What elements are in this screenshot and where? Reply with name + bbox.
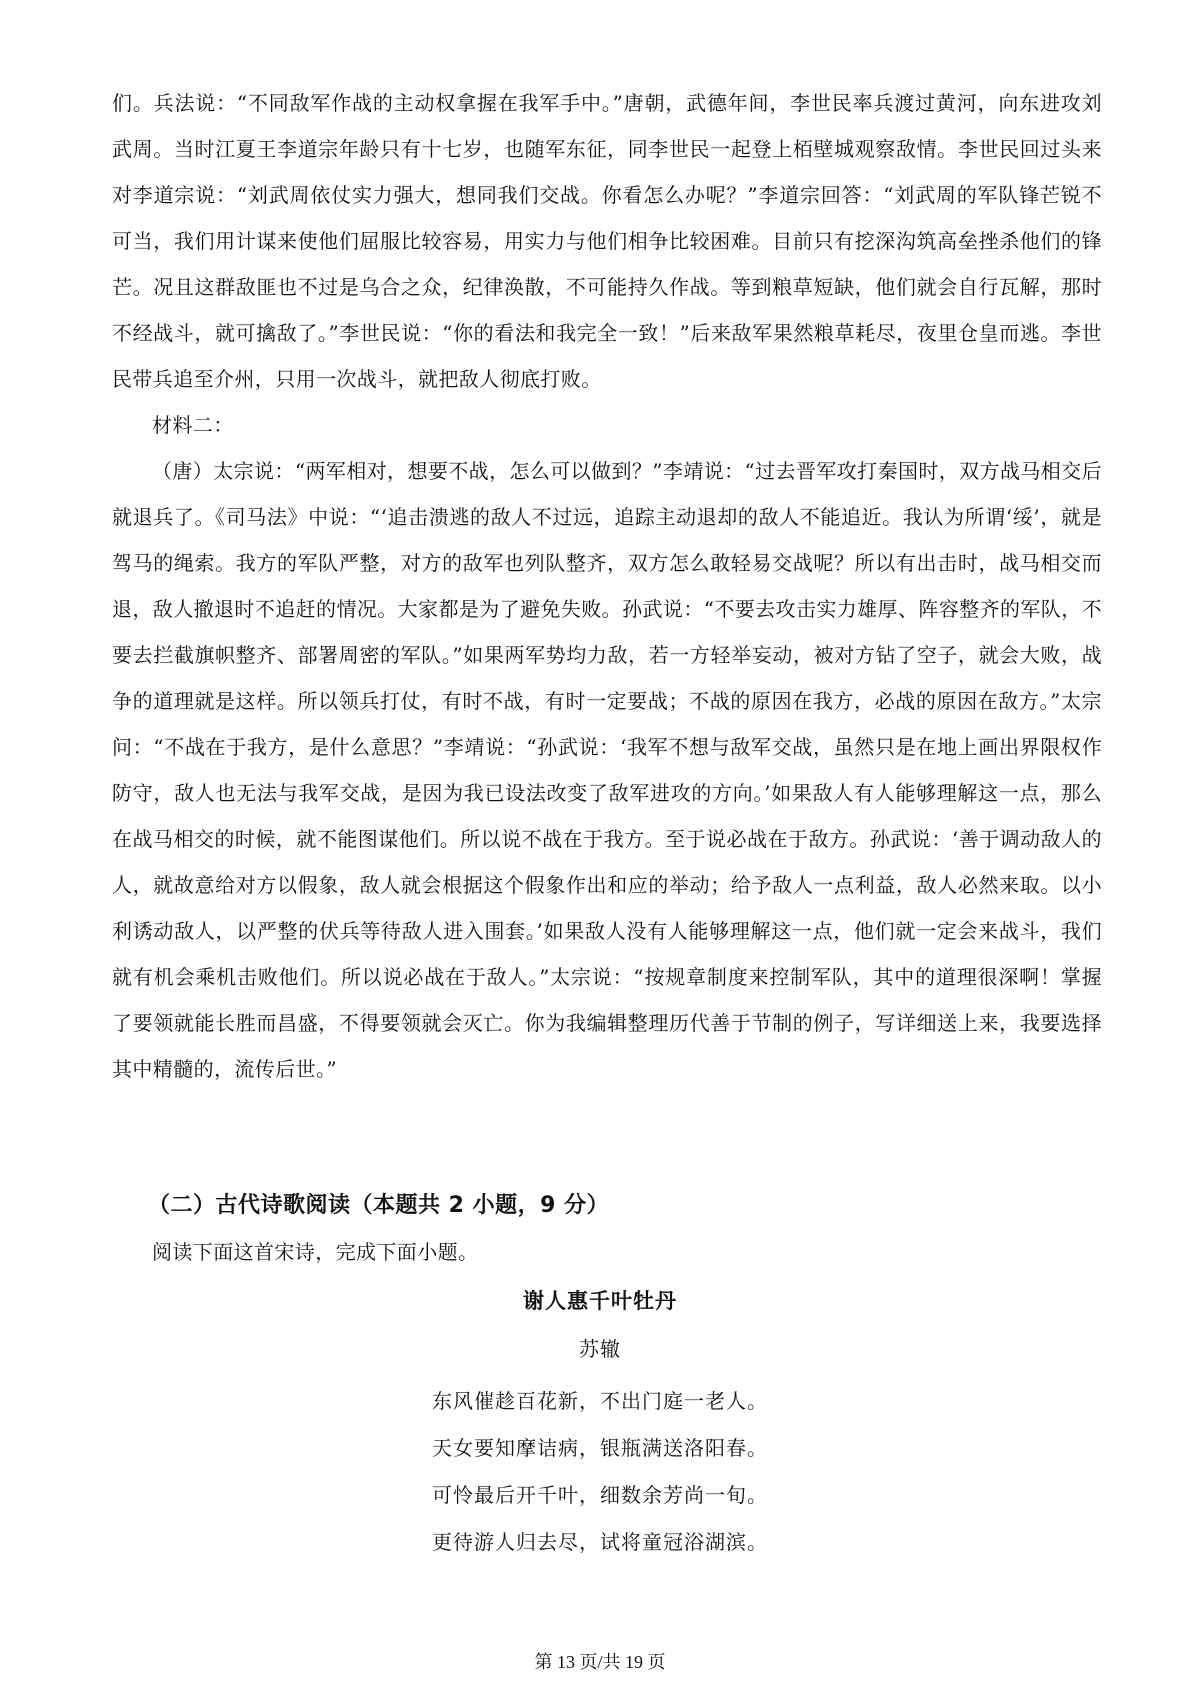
poem xyxy=(0,1286,1200,1566)
section-heading: （二）古代诗歌阅读（本题共 2 小题，9 分） xyxy=(148,1193,610,1218)
poem-line: 更待游人归去尽，试将童冠浴湖滨。 xyxy=(432,1530,768,1554)
reading-material xyxy=(112,80,1102,1092)
material-two-body: （唐）太宗说：“两军相对，想要不战，怎么可以做到？”李靖说：“过去晋军攻打秦国时，双方战马相交后就退兵了。《司马法》中说：“‘追击溃逃的敌人不过远，追踪主动退却的敌人不能追近。我认为所谓‘绥’，就是驾马的绳索。我方的军队严整，对方的敌军也列队整齐，双方怎么敢轻易交战呢？所以有出击时，战马相交而退，敌人撤退时不追赶的情况。大家都是为了避免失败。孙武说：“不要去攻击实力雄厚、阵容整齐的军队，不要去拦截旗帜整齐、部署周密的军队。”如果两军势均力敌，若一方轻举妄动，被对方钻了空子，就会大败，战争的道理就是这样。所以领兵打仗，有时不战，有时一定要战；不战的原因在我方，必战的原因在敌方。”太宗问：“不战在于我方，是什么意思？”李靖说：“孙武说：‘我军不想与敌军交战，虽然只是在地上画出界限权作防守，敌人也无法与我军交战，是因为我已设法改变了敌军进攻的方向。’如果敌人有人能够理解这一点，那么在战马相交的时候，就不能图谋他们。所以说不战在于我方。至于说必战在于敌方。孙武说：‘善于调动敌人的人，就故意给对方以假象，敌人就会根据这个假象作出和应的举动；给予敌人一点利益，敌人必然来取。以小利诱动敌人，以严整的伏兵等待敌人进入围套。’如果敌人没有人能够理解这一点，他们就一定会来战斗，我们就有机会乘机击败他们。所以说必战在于敌人。”太宗说：“按规章制度来控制军队，其中的道理很深啊！掌握了要领就能长胜而昌盛，不得要领就会灭亡。你为我编辑整理历代善于节制的例子，写详细送上来，我要选择其中精髓的，流传后世。” xyxy=(112,459,1102,1081)
page-number: 第 13 页/共 19 页 xyxy=(534,1652,666,1672)
poem-line: 天女要知摩诘病，银瓶满送洛阳春。 xyxy=(432,1436,768,1460)
poem-author: 苏辙 xyxy=(579,1337,621,1361)
section-instruction: 阅读下面这首宋诗，完成下面小题。 xyxy=(152,1242,479,1264)
poem-title: 谢人惠千叶牡丹 xyxy=(523,1288,677,1313)
material-one-continuation: 们。兵法说：“不同敌军作战的主动权拿握在我军手中。”唐朝，武德年间，李世民率兵渡过黄河，向东进攻刘武周。当时江夏王李道宗年龄只有十七岁，也随军东征，同李世民一起登上栢壁城观察敌情。李世民回过头来对李道宗说：“刘武周依仗实力强大，想同我们交战。你看怎么办呢？”李道宗回答：“刘武周的军队锋芒锐不可当，我们用计谋来使他们屈服比较容易，用实力与他们相争比较困难。目前只有挖深沟筑高垒挫杀他们的锋芒。况且这群敌匪也不过是乌合之众，纪律涣散，不可能持久作战。等到粮草短缺，他们就会自行瓦解，那时不经战斗，就可擒敌了。”李世民说：“你的看法和我完全一致！”后来敌军果然粮草耗尽，夜里仓皇而逃。李世民带兵追至介州，只用一次战斗，就把敌人彻底打败。 xyxy=(112,91,1102,391)
poem-lines xyxy=(0,1378,1200,1566)
poem-line: 可怜最后开千叶，细数余芳尚一旬。 xyxy=(432,1483,768,1507)
poem-line: 东风催趁百花新，不出门庭一老人。 xyxy=(432,1389,768,1413)
material-two-label: 材料二： xyxy=(152,413,234,437)
